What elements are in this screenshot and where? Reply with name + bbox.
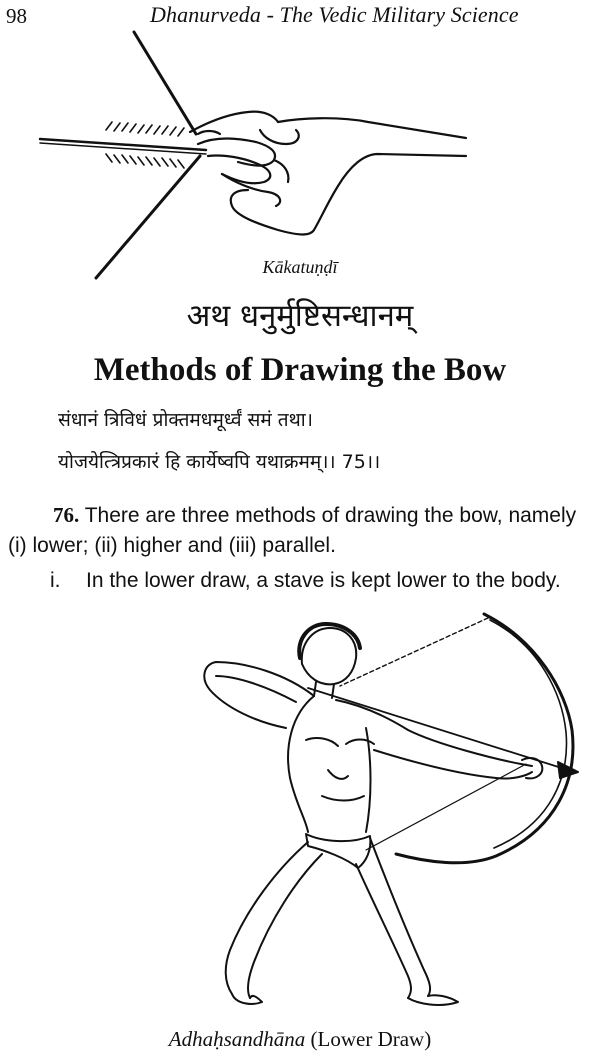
paragraph-text: There are three methods of drawing the bow, namely (i) lower; (ii) higher and (iii) parallel. [8, 504, 577, 557]
verse-line-1: संधानं त्रिविधं प्रोक्तमधमूर्ध्वं समं तथा। [58, 409, 313, 431]
sanskrit-heading: अथ धनुर्मुष्टिसन्धानम् [186, 298, 414, 334]
caption-italic: Adhaḥsandhāna [168, 1027, 306, 1051]
figure-caption-bottom [0, 1027, 600, 1052]
list-marker: i. [50, 569, 61, 592]
running-title: Dhanurveda - The Vedic Military Science [150, 2, 519, 27]
paragraph-number: 76. [53, 503, 80, 527]
list-item-lower-draw [52, 566, 600, 596]
figure-caption-top: Kākatuṇḍī [262, 257, 338, 277]
caption-rest: (Lower Draw) [305, 1027, 432, 1051]
hand-grip-illustration [38, 26, 478, 288]
list-item-text: In the lower draw, a stave is kept lower to the body. [86, 569, 561, 592]
verse-line-2: योजयेत्त्रिप्रकारं हि कार्येष्वपि यथाक्रमम्।। 75।। [58, 451, 381, 473]
archer-illustration [196, 610, 590, 1024]
page-number: 98 [6, 4, 27, 28]
paragraph-76 [8, 500, 598, 561]
section-title: Methods of Drawing the Bow [93, 352, 507, 388]
